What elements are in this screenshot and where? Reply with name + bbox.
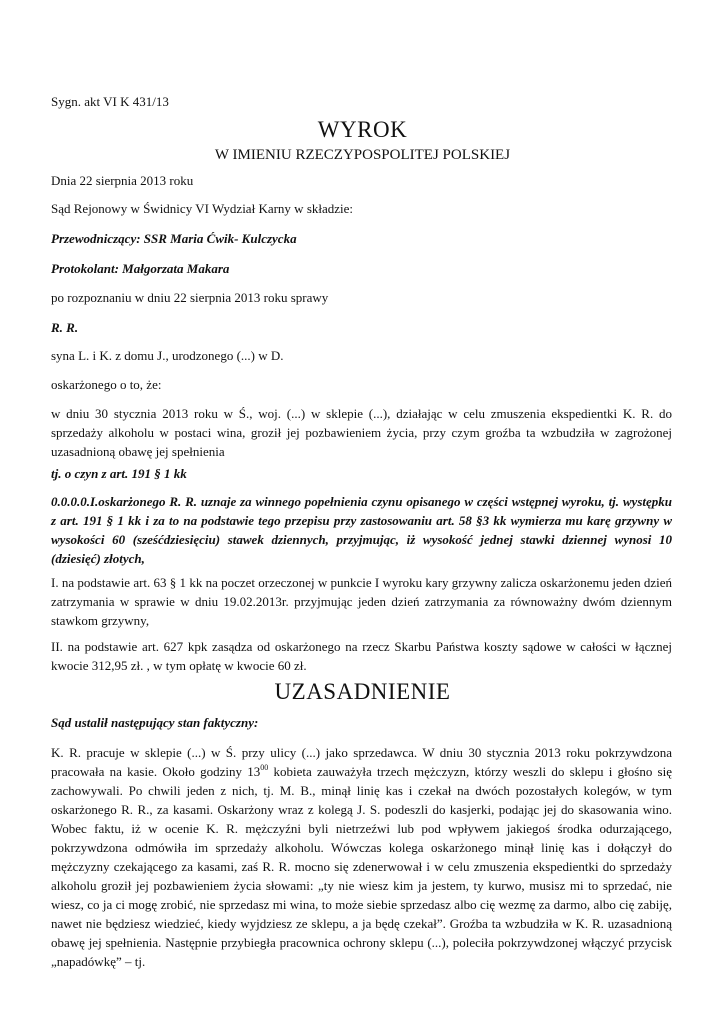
presiding-judge: Przewodniczący: SSR Maria Ćwik- Kulczycka xyxy=(51,231,297,246)
facts-text-start: K. R. pracuje w sklepie (...) w Ś. przy ulicy (...) jako sprzedawca. W dniu 30 stycznia 2013 roku pokrzywdzona pracowała na kasie. Około godziny 13 xyxy=(51,745,672,779)
verdict-date: Dnia 22 sierpnia 2013 roku xyxy=(51,173,194,188)
verdict-subtitle: W IMIENIU RZECZYPOSPOLITEJ POLSKIEJ xyxy=(214,147,511,163)
verdict-point-2: II. na podstawie art. 627 kpk zasądza od oskarżonego na rzecz Skarbu Państwa koszty sądowe w całości w łącznej kwocie 312,95 zł. , w tym opłatę w kwocie 60 zł. xyxy=(51,639,672,673)
charge-article: tj. o czyn z art. 191 § 1 kk xyxy=(51,466,187,481)
verdict-main-point: 0.0.0.0.I.oskarżonego R. R. uznaje za winnego popełnienia czynu opisanego w części wstępnej wyroku, tj. występku z art. 191 § 1 kk i za to na podstawie tego przepisu przy zastosowaniu art. 58 §3 kk wymierza mu karę grzywny w wysokości 60 (sześćdziesięciu) stawek dziennych, przyjmując, iż wysokość jednej stawki dziennej wynosi 10 (dziesięć) złotych, xyxy=(51,494,672,566)
defendant-parentage: syna L. i K. z domu J., urodzonego (...) w D. xyxy=(51,348,284,363)
hearing-line: po rozpoznaniu w dniu 22 sierpnia 2013 roku sprawy xyxy=(51,290,329,305)
verdict-title: WYROK xyxy=(317,117,408,142)
verdict-point-1: I. na podstawie art. 63 § 1 kk na poczet orzeczonej w punkcie I wyroku kary grzywny zalicza oskarżonemu jeden dzień zatrzymania w sprawie w dniu 19.02.2013r. przyjmując jeden dzień zatrzymania za równoważny dwóm dziennym stawkom grzywny, xyxy=(51,575,672,628)
time-superscript: 00 xyxy=(260,763,269,772)
justification-title: UZASADNIENIE xyxy=(274,679,451,704)
facts-text-rest: kobieta zauważyła trzech mężczyzn, którzy weszli do sklepu i głośno się zachowywali. Po chwili jeden z nich, tj. M. B., minął linię kas i czekał na dwóch pozostałych kolegów, w tym oskarżonego R. R., za kasami. Oskarżony wraz z kolegą J. S. podeszli do kasjerki, podając jej do skasowania wino. Wobec faktu, iż w ocenie K. R. mężczyźni byli nietrzeźwi lub pod wpływem jakiegoś środka odurzającego, pokrzywdzona odmówiła im sprzedaży alkoholu. Wówczas kolega oskarżonego minął linię kas i dołączył do mężczyzny czekającego za kasami, zaś R. R. mocno się zdenerwował i w celu zmuszenia ekspedientki do sprzedaży alkoholu groził jej pozbawieniem życia słowami: „ty nie wiesz kim ja jestem, ty kurwo, musisz mi to sprzedać, nie wiesz, co ja ci mogę zrobić, nie sprzedasz mi wina, to może siebie sprzedasz albo cię wezmę za darmo, albo cię zabiję, nawet nie będziesz wiedzieć, kiedy wyjdziesz ze sklepu, a ja będę czekał”. Groźba ta wzbudziła w K. R. uzasadnioną obawę jej spełnienia. Następnie przybiegła pracownica ochrony sklepu (...), poleciła pokrzywdzonej włączyć przycisk „napadówkę” – tj. xyxy=(51,764,672,969)
charge-description: w dniu 30 stycznia 2013 roku w Ś., woj. (...) w sklepie (...), działając w celu zmuszenia ekspedientki K. R. do sprzedaży alkoholu w postaci wina, groził jej pozbawieniem życia, przy czym groźba ta wzbudziła w zagrożonej uzasadnioną obawę jej spełnienia xyxy=(51,406,672,459)
facts-paragraph xyxy=(51,743,672,971)
case-signature: Sygn. akt VI K 431/13 xyxy=(51,94,169,109)
defendant-name: R. R. xyxy=(51,320,79,335)
facts-heading: Sąd ustalił następujący stan faktyczny: xyxy=(51,715,259,730)
court-clerk: Protokolant: Małgorzata Makara xyxy=(51,261,230,276)
court-composition: Sąd Rejonowy w Świdnicy VI Wydział Karny w składzie: xyxy=(51,201,354,216)
accusation-intro: oskarżonego o to, że: xyxy=(51,377,162,392)
